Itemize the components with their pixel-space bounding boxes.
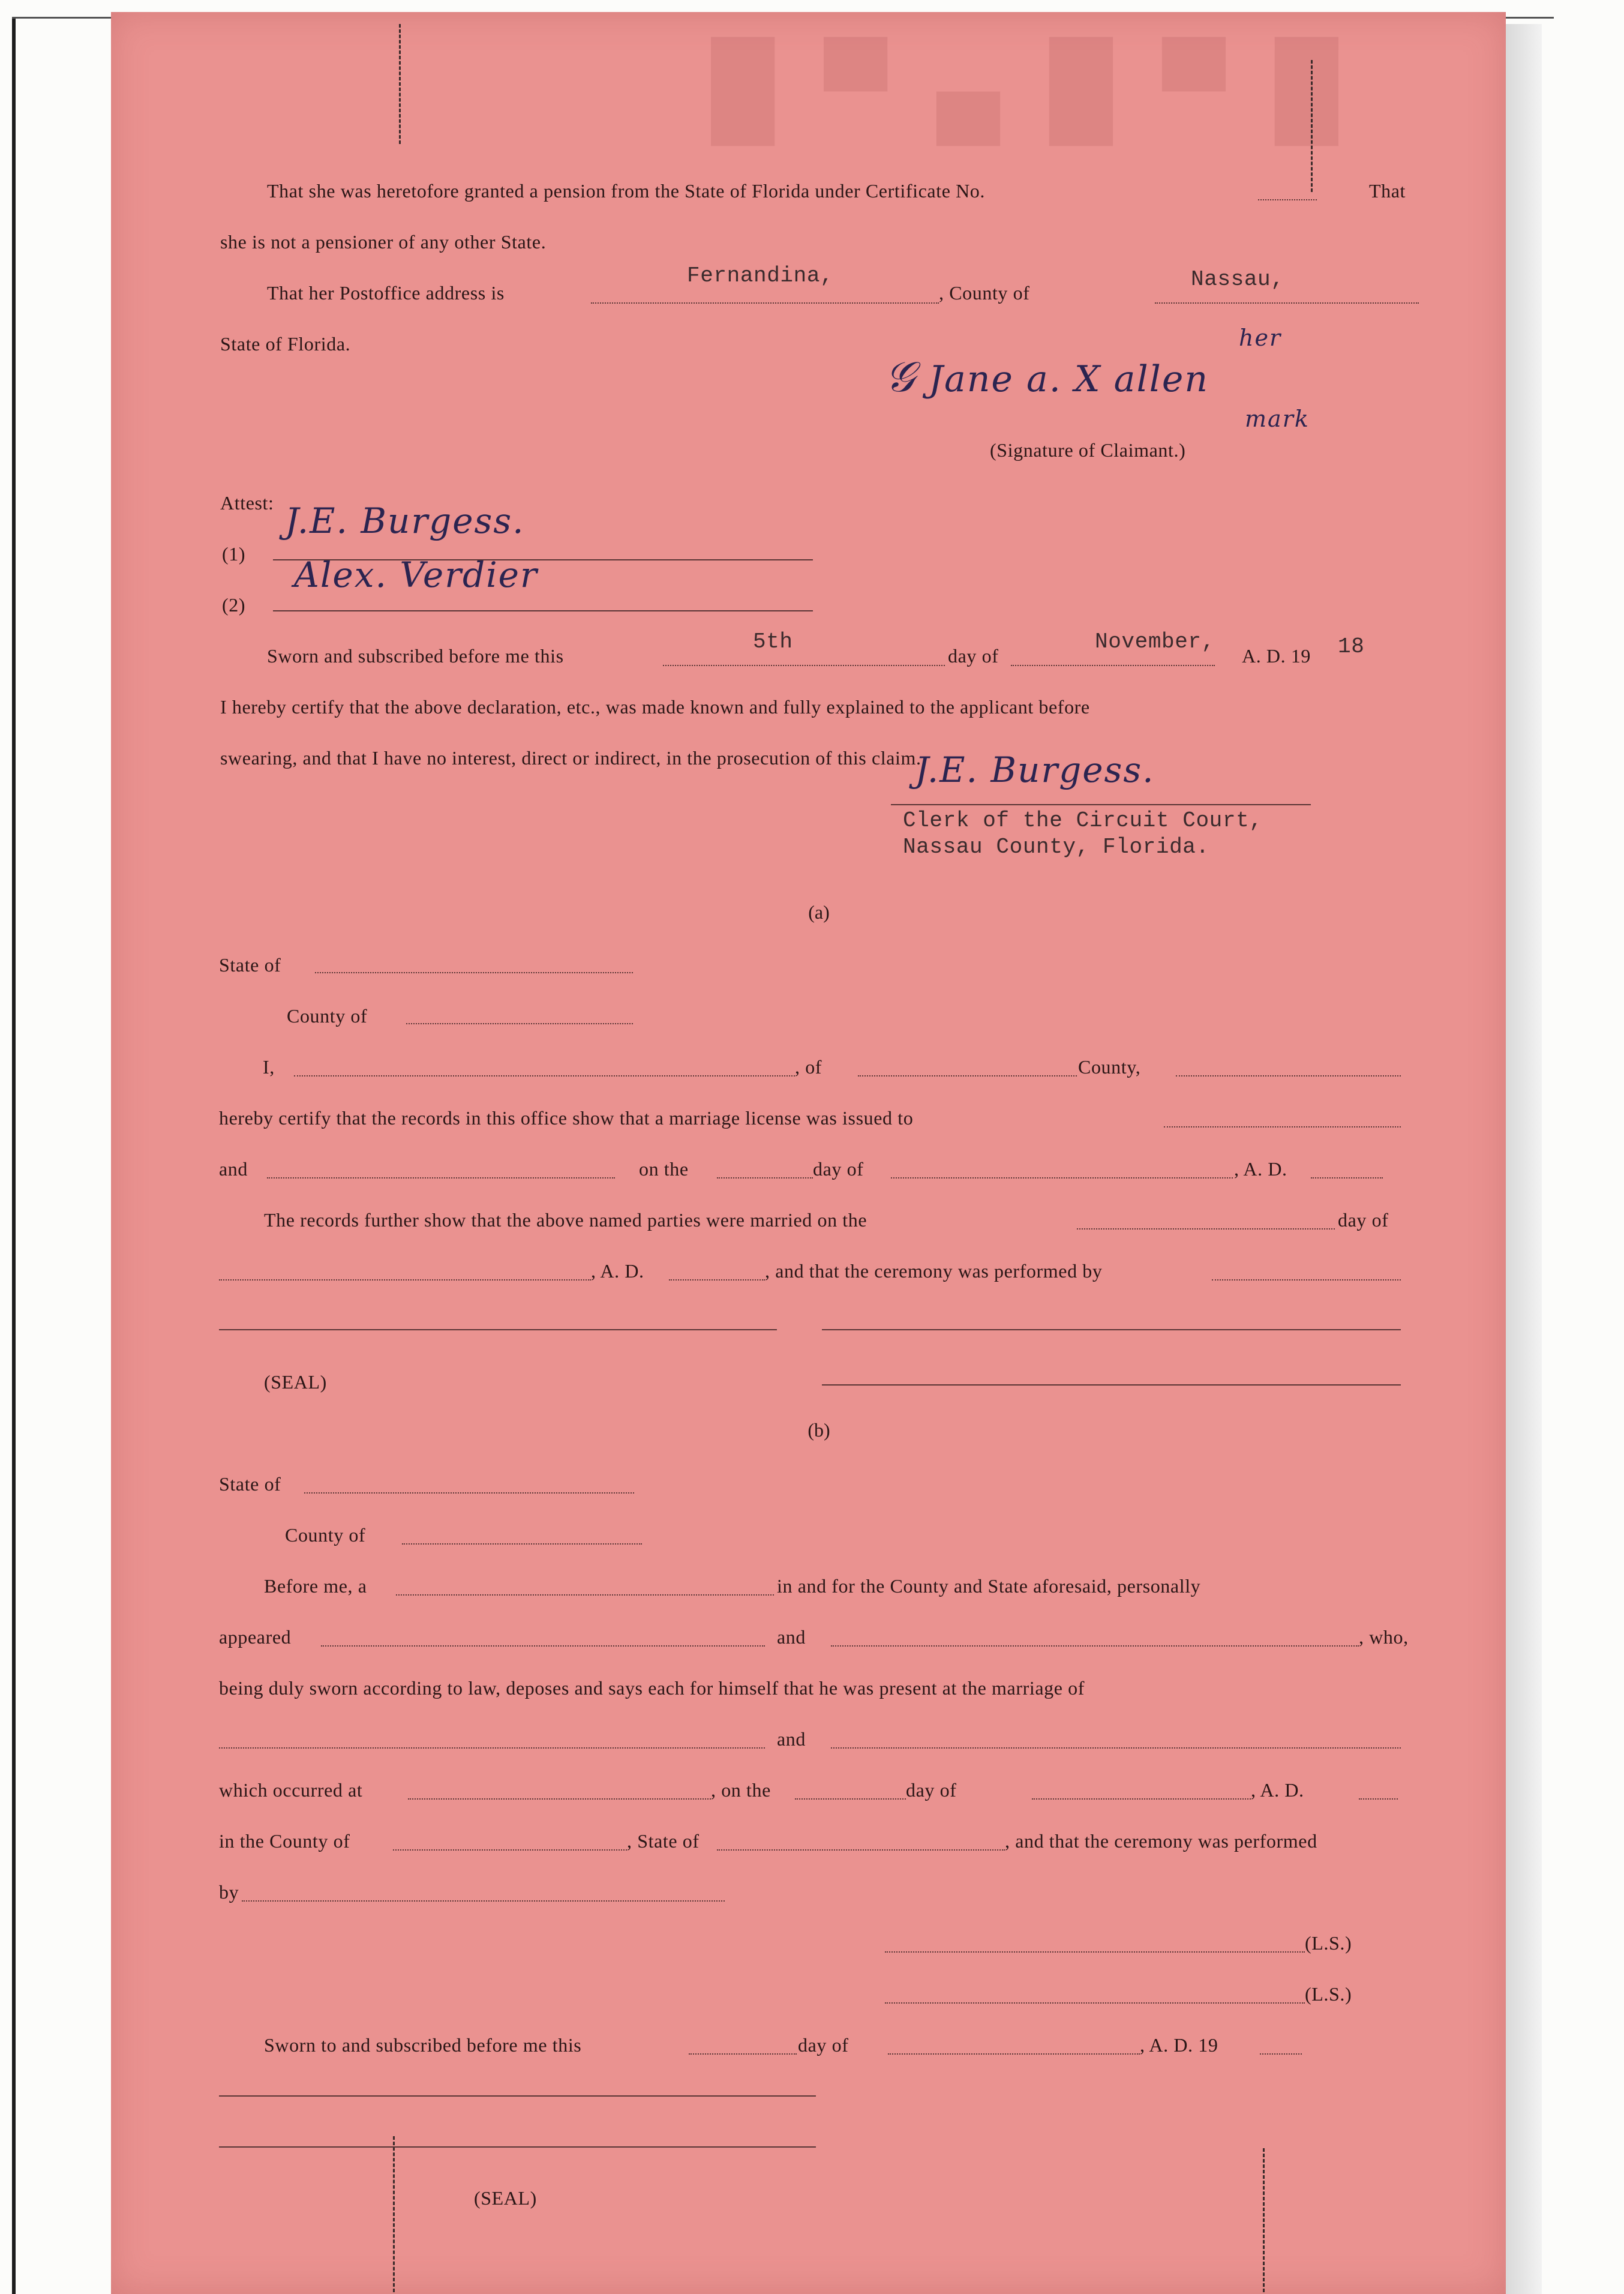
pension-certificate-line: That she was heretofore granted a pension from the State of Florida under Certificate No. [267,180,986,202]
pension-other-state-line: she is not a pensioner of any other State. [220,231,547,253]
b-sworn-day-blank [689,2053,797,2055]
page-margin-strip [1506,24,1542,2294]
b-sworn-label: Sworn to and subscribed before me this [264,2034,582,2056]
a-and-blank [267,1177,615,1179]
witness-2-line [273,610,813,611]
a-name-blank [294,1075,795,1076]
b-county-of-label: County of [285,1524,366,1546]
postoffice-label: That her Postoffice address is [267,282,505,304]
b-and-blank [831,1645,1359,1647]
b-day-of-label: day of [906,1779,957,1801]
bleed-through-heading: █ ▀ ▄ █ ▀ █ [711,37,1351,138]
sworn-label: Sworn and subscribed before me this [267,645,564,667]
a-ceremony-label: , and that the ceremony was performed by [765,1260,1103,1282]
b-on-the-label: , on the [711,1779,771,1801]
certify-line-1: I hereby certify that the above declaration, etc., was made known and fully explained to the applicant before [220,696,1090,718]
a-state-blank [315,972,633,973]
document-page [111,12,1506,2294]
b-which-occurred-label: which occurred at [219,1779,363,1801]
b-ls-1-label: (L.S.) [1305,1932,1352,1954]
signature-caption: (Signature of Claimant.) [990,439,1186,461]
b-sworn-month-blank [888,2053,1140,2055]
witness-1-signature: J.E. Burgess. [285,500,525,541]
b-official-line-1 [219,2095,816,2097]
a-official-line-right [822,1329,1401,1330]
b-by-label: by [219,1881,239,1903]
witness-2-number: (2) [222,594,246,616]
a-official-line-left [219,1329,777,1330]
clerk-title-line-2: Nassau County, Florida. [903,835,1209,859]
a-county-name-blank [1176,1075,1401,1076]
a-day-of-label: day of [813,1158,864,1180]
sworn-ad-label: A. D. 19 [1242,645,1311,667]
a-county-label: County, [1078,1056,1141,1078]
a-license-line: hereby certify that the records in this office show that a marriage license was issued to [219,1107,914,1129]
b-by-blank [242,1900,725,1902]
a-ad-blank [1311,1177,1383,1179]
a-month-blank [219,1279,591,1281]
b-sworn-ad-label: , A. D. 19 [1140,2034,1218,2056]
claimant-signature-her: her [1239,325,1282,351]
clerk-title-line-1: Clerk of the Circuit Court, [903,808,1263,833]
b-seal-label: (SEAL) [474,2187,537,2209]
b-appeared-blank [321,1645,765,1647]
claimant-signature: 𝒢 Jane a. X allen [885,352,1209,401]
sworn-month-blank [1011,665,1215,666]
a-ad-label: , A. D. [1234,1158,1287,1180]
scanner-edge [12,18,16,2294]
a-records-line: The records further show that the above named parties were married on the [264,1209,867,1231]
county-label: , County of [939,282,1030,304]
a-records-blank [1077,1228,1335,1230]
certify-line-2: swearing, and that I have no interest, direct or indirect, in the prosecution of this claim. [220,747,921,769]
b-day-of-blank [1032,1798,1251,1800]
a-license-blank [1164,1126,1401,1127]
sworn-day-of-label: day of [948,645,999,667]
b-party-2-blank [831,1747,1401,1749]
b-before-me-blank [396,1594,774,1596]
b-ls-2-blank [885,2002,1305,2004]
postoffice-blank [591,302,939,304]
punch-hole-marks [399,24,407,144]
b-deposes-line: being duly sworn according to law, deposes and says each for himself that he was present at the marriage of [219,1677,1085,1699]
b-and2-label: and [777,1728,806,1750]
attest-label: Attest: [220,492,274,514]
a-county-blank [406,1023,633,1024]
b-sworn-year-blank [1260,2053,1302,2055]
clerk-signature-line [891,804,1311,805]
b-who-label: , who, [1359,1626,1409,1648]
a-and-label: and [219,1158,248,1180]
witness-1-number: (1) [222,543,246,565]
punch-hole-marks [1263,2148,1271,2292]
sworn-day-value: 5th [753,629,793,654]
b-state-blank [304,1492,634,1494]
county-blank [1155,302,1419,304]
witness-2-signature: Alex. Verdier [294,554,538,595]
b-state-of2-label: , State of [627,1830,700,1852]
b-in-county-label: in the County of [219,1830,350,1852]
b-appeared-label: appeared [219,1626,292,1648]
b-party-1-blank [219,1747,765,1749]
a-records-day-of-label: day of [1338,1209,1389,1231]
postoffice-value: Fernandina, [687,263,834,288]
a-ad2-blank [669,1279,765,1281]
b-official-line-2 [219,2146,816,2148]
county-value: Nassau, [1191,267,1284,292]
b-ad-blank [1359,1798,1398,1800]
punch-hole-marks [1311,60,1319,192]
a-of-label: , of [795,1056,822,1078]
b-ceremony-label: , and that the ceremony was performed [1005,1830,1317,1852]
a-of-blank [858,1075,1077,1076]
a-official-title-line [822,1384,1401,1386]
a-state-of-label: State of [219,954,281,976]
punch-hole-marks [393,2136,401,2292]
b-sworn-day-of-label: day of [798,2034,849,2056]
certificate-number-blank [1258,199,1317,200]
b-ad-label: , A. D. [1251,1779,1304,1801]
b-on-the-blank [795,1798,906,1800]
b-county-blank [402,1543,642,1545]
b-which-blank [408,1798,711,1800]
a-day-of-blank [891,1177,1233,1179]
a-on-the-blank [717,1177,813,1179]
sworn-year-value: 18 [1338,634,1365,659]
a-ceremony-blank [1212,1279,1401,1281]
b-state-of2-blank [717,1849,1005,1851]
a-ad2-label: , A. D. [591,1260,644,1282]
state-of-florida-line: State of Florida. [220,333,351,355]
a-county-of-label: County of [287,1005,368,1027]
claimant-signature-mark: mark [1245,406,1310,432]
clerk-signature: J.E. Burgess. [915,749,1155,790]
b-and-label: and [777,1626,806,1648]
sworn-day-blank [663,665,945,666]
b-state-of-label: State of [219,1473,281,1495]
b-before-me-label: Before me, a [264,1575,367,1597]
section-b-heading: (b) [808,1419,830,1441]
b-in-county-blank [393,1849,627,1851]
pension-certificate-line-end: That [1369,180,1406,202]
a-on-the-label: on the [639,1158,689,1180]
a-i-label: I, [263,1056,275,1078]
b-ls-1-blank [885,1951,1305,1953]
section-a-heading: (a) [808,901,830,923]
sworn-month-value: November, [1095,629,1215,654]
b-in-and-for-label: in and for the County and State aforesaid, personally [777,1575,1201,1597]
a-seal-label: (SEAL) [264,1371,327,1393]
b-ls-2-label: (L.S.) [1305,1983,1352,2005]
